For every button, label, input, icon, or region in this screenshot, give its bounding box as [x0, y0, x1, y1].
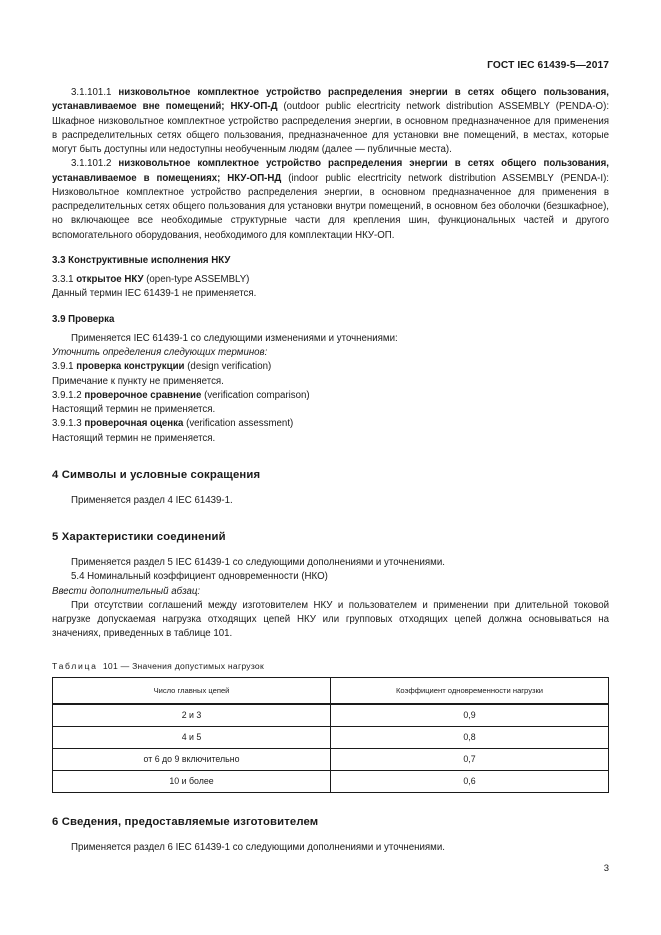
term-title: низковольтное комплектное устройство распределения энергии в сетях общего пользования, устанавливаемое в помещениях; НКУ-ОП-НД	[52, 158, 609, 184]
table-header-row	[53, 677, 609, 704]
table-caption-label: Таблица	[52, 660, 98, 671]
item-english: (verification assessment)	[183, 418, 294, 430]
item-number: 3.9.1.2	[52, 389, 82, 401]
section-6-paragraph: Применяется раздел 6 IEC 61439-1 со следующими дополнениями и уточнениями.	[71, 841, 445, 853]
item-english: (open-type ASSEMBLY)	[143, 274, 250, 285]
table-cell-circuits: 4 и 5	[53, 726, 331, 748]
item-3-9-1	[52, 360, 609, 374]
table-caption-number: 101	[102, 660, 118, 671]
heading-3-9: 3.9 Проверка	[52, 313, 115, 325]
item-term: открытое НКУ	[76, 274, 144, 285]
heading-section-5: 5 Характеристики соединений	[52, 531, 226, 543]
table-cell-coefficient: 0,6	[331, 770, 609, 792]
table-column-header-coefficient: Коэффициент одновременности нагрузки	[331, 677, 609, 704]
table-caption-text: — Значения допустимых нагрузок	[117, 660, 264, 671]
table-cell-coefficient: 0,8	[331, 726, 609, 748]
section-3-9-intro: Применяется IEC 61439-1 со следующими изменениями и уточнениями:	[71, 332, 398, 344]
item-3-3-1	[52, 273, 609, 287]
term-number: 3.1.101.2	[71, 158, 112, 170]
document-body	[52, 86, 609, 855]
item-number: 3.9.1.3	[52, 418, 82, 430]
item-3-9-1-3	[52, 417, 609, 431]
item-term: проверочная оценка	[84, 418, 184, 430]
item-number: 3.3.1	[52, 274, 74, 285]
table-101	[52, 677, 609, 793]
item-number: 3.9.1	[52, 361, 74, 373]
term-definition: (indoor public elecrtricity network distribution ASSEMBLY (PENDA-I): Низковольтное комплектное устройство распределения энергии, в основном предназначенное для применения в распределительных сетях общего пользования для установки внутри помещений, в основном без оболочки (безшкафное), но включающее все необходимые структурные части для крепления шин, функциональных частей и другого вспомогательного оборудования, необходимого для комплектации НКУ-ОП.	[52, 172, 609, 241]
table-cell-coefficient: 0,7	[331, 748, 609, 770]
table-row	[53, 704, 609, 727]
section-5-paragraph-3: При отсутствии соглашений между изготовителем НКУ и пользователем и применении при длительной токовой нагрузке допускаемая нагрузка отходящих цепей НКУ или групповых отходящих цепей должна основываться на значениях, приведенных в таблице 101.	[52, 599, 609, 640]
table-row	[53, 770, 609, 792]
table-column-header-circuits: Число главных цепей	[53, 677, 331, 704]
item-3-3-1-note: Данный термин IEC 61439-1 не применяется.	[52, 288, 257, 300]
page-header: ГОСТ IEC 61439-5—2017	[487, 60, 609, 71]
item-term: проверочное сравнение	[84, 389, 202, 401]
section-5-paragraph-2: 5.4 Номинальный коэффициент одновременности (НКО)	[71, 571, 328, 583]
section-3-9-italic-lead: Уточнить определения следующих терминов:	[52, 347, 268, 358]
definition-paragraph-3-1-101-2	[52, 157, 609, 243]
table-101-caption	[52, 660, 609, 672]
item-english: (design verification)	[184, 361, 272, 373]
heading-3-3: 3.3 Конструктивные исполнения НКУ	[52, 254, 231, 266]
table-cell-coefficient: 0,9	[331, 704, 609, 727]
term-number: 3.1.101.1	[71, 87, 112, 98]
term-title: низковольтное комплектное устройство распределения энергии в сетях общего пользования, устанавливаемое вне помещений; НКУ-ОП-Д	[52, 87, 609, 113]
item-3-9-1-3-note: Настоящий термин не применяется.	[52, 432, 216, 444]
section-5-paragraph-1: Применяется раздел 5 IEC 61439-1 со следующими дополнениями и уточнениями.	[71, 557, 445, 568]
table-cell-circuits: 10 и более	[53, 770, 331, 792]
heading-section-4: 4 Символы и условные сокращения	[52, 468, 261, 481]
item-3-9-1-2	[52, 389, 609, 403]
item-3-9-1-note: Примечание к пункту не применяется.	[52, 375, 224, 387]
item-english: (verification comparison)	[201, 389, 310, 401]
table-row	[53, 748, 609, 770]
definition-paragraph-3-1-101-1	[52, 86, 609, 157]
term-definition: (outdoor public elecrtricity network distribution ASSEMBLY (PENDA-O): Шкафное низковольтное комплектное устройство распределения энергии, в основном предназначенное для применения в распределительных сетях общего пользования, предназначенное для установки вне помещений, в местах, которые могут быть доступны или недоступны необученным людям (далее — публичные места).	[52, 101, 610, 155]
table-row	[53, 726, 609, 748]
section-5-italic-lead: Ввести дополнительный абзац:	[52, 585, 201, 597]
item-3-9-1-2-note: Настоящий термин не применяется.	[52, 404, 216, 415]
item-term: проверка конструкции	[76, 361, 185, 373]
table-cell-circuits: 2 и 3	[53, 704, 331, 727]
section-4-paragraph: Применяется раздел 4 IEC 61439-1.	[71, 494, 233, 506]
heading-section-6: 6 Сведения, предоставляемые изготовителем	[52, 815, 319, 828]
table-cell-circuits: от 6 до 9 включительно	[53, 748, 331, 770]
page-number: 3	[603, 863, 609, 874]
